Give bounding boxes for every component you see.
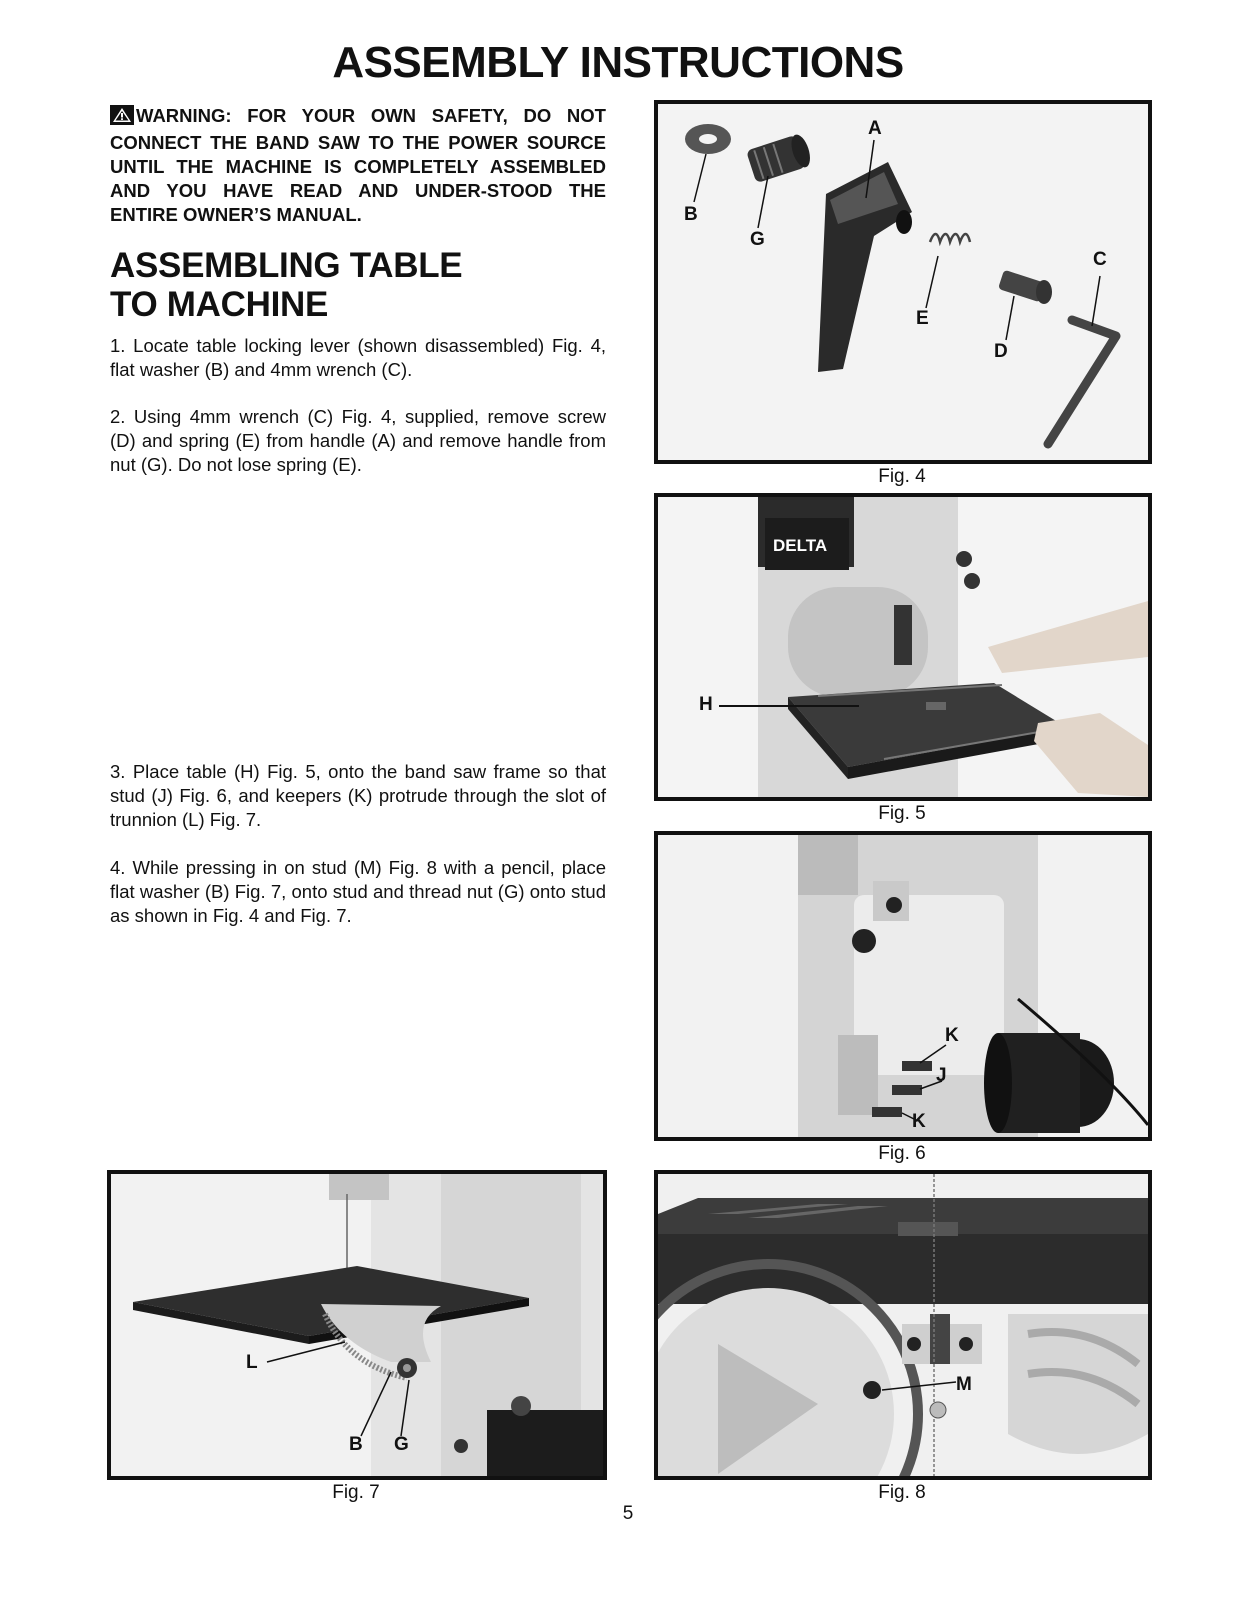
page-number: 5 [622, 1503, 634, 1524]
figure-6-caption: Fig. 6 [878, 1143, 926, 1164]
figure-8-caption: Fig. 8 [878, 1482, 926, 1503]
parts-illustration [658, 104, 1148, 460]
bandsaw-table-illustration [658, 497, 1148, 797]
safety-warning [110, 104, 606, 227]
fig4-label-d: D [994, 341, 1008, 362]
figure-4-caption: Fig. 4 [878, 466, 926, 487]
delta-logo-plate [765, 518, 849, 570]
section-heading-line-1: ASSEMBLING TABLE [110, 246, 463, 285]
fig4-label-g: G [750, 229, 765, 250]
fig6-label-k-upper: K [945, 1025, 959, 1046]
figure-5-table-placement-image [654, 493, 1152, 801]
fig7-label-l: L [246, 1352, 258, 1373]
step-4: 4. While pressing in on stud (M) Fig. 8 with a pencil, place flat washer (B) Fig. 7, onto stud and thread nut (G) onto stud as shown in Fig. 4 and Fig. 7. [110, 857, 606, 926]
fig4-label-e: E [916, 308, 929, 329]
step-2: 2. Using 4mm wrench (C) Fig. 4, supplied, remove screw (D) and spring (E) from handle (A) and remove handle from nut (G). Do not lose spring (E). [110, 406, 606, 475]
warning-text: WARNING: FOR YOUR OWN SAFETY, DO NOT CONNECT THE BAND SAW TO THE POWER SOURCE UNTIL THE MACHINE IS COMPLETELY ASSEMBLED AND YOU HAVE READ AND UNDER-STOOD THE ENTIRE OWNER’S MANUAL. [110, 105, 606, 225]
fig4-label-b: B [684, 204, 698, 225]
figure-6-stud-keepers-image [654, 831, 1152, 1141]
page-title: ASSEMBLY INSTRUCTIONS [332, 38, 904, 87]
figure-4-parts-image [654, 100, 1152, 464]
figure-7-caption: Fig. 7 [332, 1482, 380, 1503]
fig4-label-a: A [868, 118, 882, 139]
fig8-label-m: M [956, 1374, 972, 1395]
delta-logo-text: DELTA [773, 536, 828, 555]
fig5-leader-h [719, 705, 859, 707]
fig7-label-b: B [349, 1434, 363, 1455]
fig6-label-k-lower: K [912, 1111, 926, 1132]
fig4-label-c: C [1093, 249, 1107, 270]
trunnion-illustration [111, 1174, 603, 1476]
bandsaw-frame-illustration [658, 835, 1148, 1137]
section-heading-line-2: TO MACHINE [110, 285, 329, 324]
fig7-label-g: G [394, 1434, 409, 1455]
figure-5-caption: Fig. 5 [878, 803, 926, 824]
section-heading [110, 246, 610, 324]
warning-triangle-icon [110, 105, 134, 131]
fig5-label-h: H [699, 694, 713, 715]
figure-8-stud-image [654, 1170, 1152, 1480]
step-3: 3. Place table (H) Fig. 5, onto the band saw frame so that stud (J) Fig. 6, and keepers (K) protrude through the slot of trunnion (L) Fig. 7. [110, 761, 606, 830]
table-underside-illustration [658, 1174, 1148, 1476]
fig6-label-j: J [936, 1065, 947, 1086]
step-1: 1. Locate table locking lever (shown disassembled) Fig. 4, flat washer (B) and 4mm wrench (C). [110, 335, 606, 380]
